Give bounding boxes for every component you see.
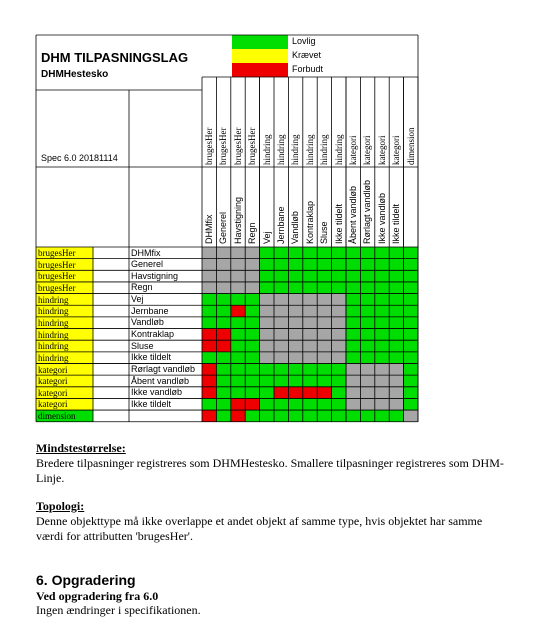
row-value-label: Havstigning bbox=[131, 270, 179, 281]
row-value-label: Regn bbox=[131, 282, 153, 293]
column-value-label: Vej bbox=[261, 231, 272, 244]
row-attr-label: hindring bbox=[38, 341, 69, 352]
column-attr-label: kategori bbox=[362, 135, 373, 165]
row-attr-label: kategori bbox=[38, 387, 68, 398]
row-value-label: DHMfix bbox=[131, 247, 161, 258]
restriction-matrix bbox=[36, 35, 418, 436]
opgradering-subheading: Ved opgradering fra 6.0 bbox=[36, 589, 159, 603]
legend-label-0: Lovlig bbox=[292, 36, 316, 46]
matrix-title: DHM TILPASNINGSLAG bbox=[41, 50, 189, 65]
row-value-label: Ikke vandløb bbox=[131, 387, 183, 398]
column-value-label: Regn bbox=[247, 222, 258, 244]
column-attr-label: hindring bbox=[276, 134, 286, 165]
legend-label-2: Forbudt bbox=[292, 64, 324, 74]
column-value-label: Ikke tildelt bbox=[333, 203, 344, 244]
row-attr-label: hindring bbox=[38, 317, 69, 328]
matrix-subtitle: DHMHestesko bbox=[41, 69, 109, 80]
column-value-label: DHMfix bbox=[204, 214, 214, 244]
column-value-label: Ikke tildelt bbox=[391, 203, 402, 244]
column-attr-label: brugesHer bbox=[204, 127, 214, 165]
row-attr-label: brugesHer bbox=[38, 271, 76, 282]
row-attr-label: hindring bbox=[38, 306, 69, 317]
row-attr-label: hindring bbox=[38, 329, 69, 340]
row-value-label: Åbent vandløb bbox=[131, 375, 190, 386]
column-attr-label: kategori bbox=[376, 135, 387, 165]
column-value-label: Generel bbox=[218, 211, 229, 244]
column-value-label: Vandløb bbox=[290, 211, 301, 244]
row-attr-label: brugesHer bbox=[38, 282, 76, 293]
column-attr-label: hindring bbox=[290, 134, 301, 165]
opgradering-text: Ingen ændringer i specifikationen. bbox=[36, 603, 201, 617]
column-attr-label: kategori bbox=[348, 135, 358, 165]
row-attr-label: kategori bbox=[38, 376, 68, 387]
spec-version: Spec 6.0 20181114 bbox=[41, 153, 118, 163]
column-value-label: Jernbane bbox=[276, 206, 286, 244]
opgradering-heading: 6. Opgradering bbox=[36, 572, 136, 588]
column-value-label: Kontraklap bbox=[304, 200, 315, 244]
row-value-label: Ikke tildelt bbox=[131, 352, 172, 363]
column-value-label: Rørlagt vandløb bbox=[362, 179, 373, 244]
mindstestorrelse-heading: Mindstestørrelse: bbox=[36, 441, 126, 455]
row-value-label: Vej bbox=[131, 294, 144, 305]
row-attr-label: kategori bbox=[38, 399, 68, 410]
column-attr-label: hindring bbox=[261, 134, 272, 165]
row-attr-label: dimension bbox=[38, 411, 76, 422]
row-value-label: Ikke tildelt bbox=[131, 398, 172, 409]
column-attr-label: brugesHer bbox=[247, 127, 258, 165]
column-value-label: Sluse bbox=[319, 221, 330, 244]
column-value-label: Havstigning bbox=[232, 196, 243, 244]
row-attr-label: hindring bbox=[38, 294, 69, 305]
column-value-label: Åbent vandløb bbox=[348, 185, 358, 244]
legend-label-1: Krævet bbox=[292, 50, 322, 60]
row-value-label: Jernbane bbox=[131, 305, 169, 316]
grid-lines bbox=[36, 35, 418, 436]
column-attr-label: brugesHer bbox=[232, 127, 243, 165]
row-attr-label: brugesHer bbox=[38, 259, 76, 270]
mindstestorrelse-text: Bredere tilpasninger registreres som DHMHestesko. Smallere tilpasninger registreres som DHM-Linje. bbox=[36, 456, 504, 485]
topologi-heading: Topologi: bbox=[36, 499, 85, 513]
topologi-text: Denne objekttype må ikke overlappe et andet objekt af samme type, hvis objektet har samme værdi for attributten 'brugesHer'. bbox=[36, 514, 483, 543]
row-value-label: Generel bbox=[131, 259, 164, 270]
row-attr-label: kategori bbox=[38, 364, 68, 375]
row-attr-label: hindring bbox=[38, 352, 69, 363]
column-attr-label: hindring bbox=[304, 134, 315, 165]
row-value-label: Kontraklap bbox=[131, 329, 175, 340]
column-value-label: Ikke vandløb bbox=[376, 192, 387, 244]
row-value-label: Rørlagt vandløb bbox=[131, 364, 196, 374]
column-attr-label: brugesHer bbox=[218, 127, 229, 165]
row-attr-label: brugesHer bbox=[38, 248, 76, 258]
column-attr-label: dimension bbox=[405, 127, 416, 165]
column-attr-label: hindring bbox=[319, 134, 330, 165]
column-attr-label: kategori bbox=[391, 135, 402, 165]
row-value-label: Sluse bbox=[131, 340, 154, 351]
column-attr-label: hindring bbox=[333, 134, 344, 165]
row-value-label: Vandløb bbox=[131, 317, 164, 328]
